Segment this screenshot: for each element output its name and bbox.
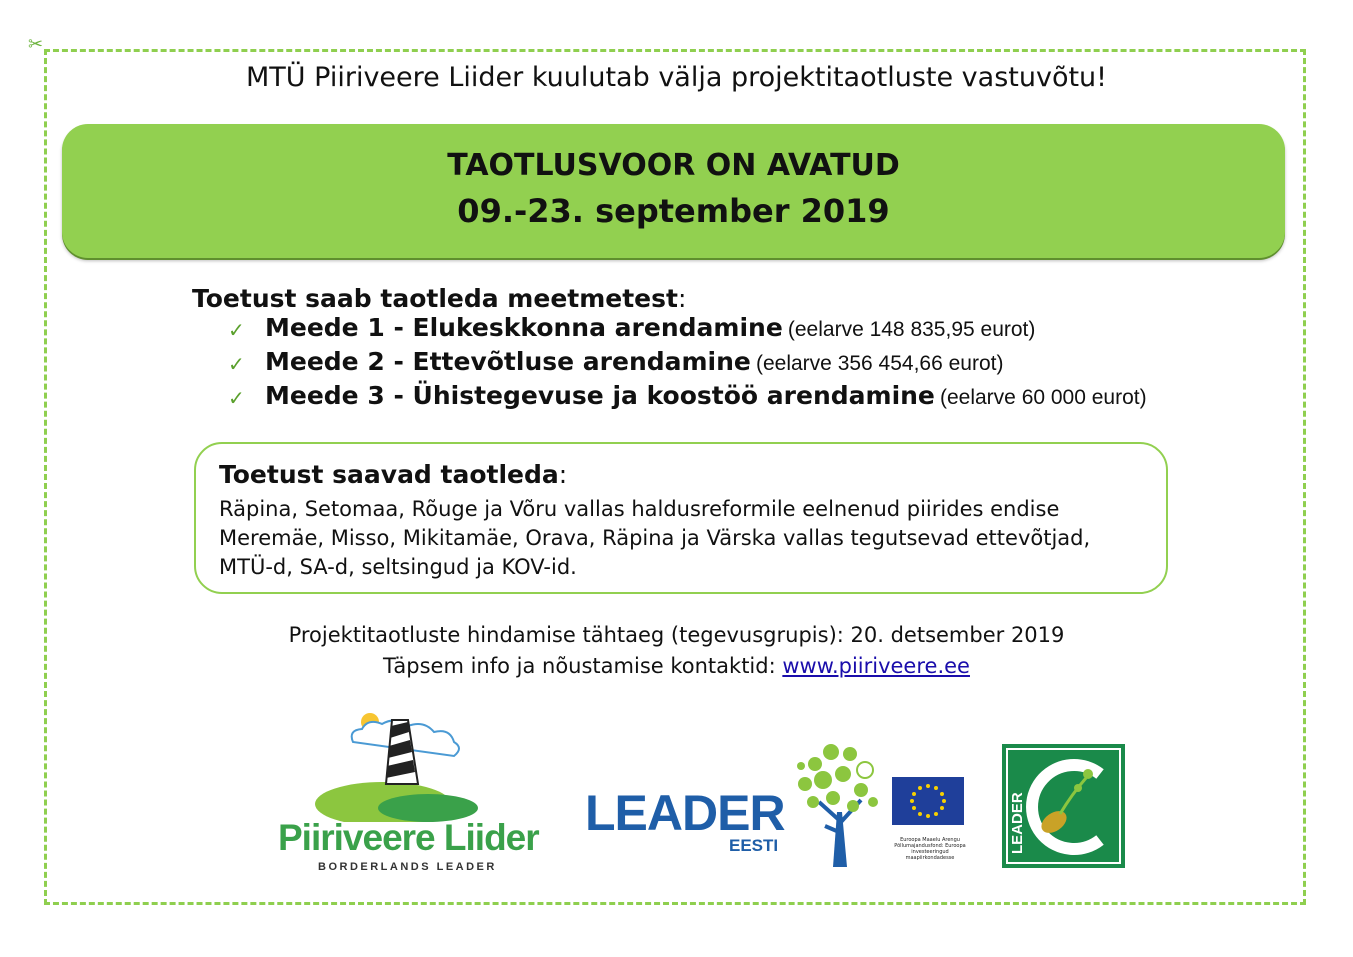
eligibility-box — [194, 442, 1168, 594]
eu-flag-icon — [892, 777, 964, 825]
leader-badge-logo — [1002, 744, 1125, 868]
piiriveere-liider-logo — [278, 712, 539, 877]
check-icon: ✓ — [228, 318, 245, 342]
contact-line — [0, 651, 1353, 682]
measure-budget: (eelarve 148 835,95 eurot) — [787, 318, 1036, 341]
eu-fund-caption: Euroopa Maaelu Arengu Põllumajandusfond: Euroopa investeeringud maapiirkondadesse — [894, 837, 966, 861]
leader-eesti-logo — [585, 742, 975, 877]
measure-name: Meede 2 - Ettevõtluse arendamine — [265, 347, 751, 376]
measure-item — [228, 313, 1192, 347]
measure-budget: (eelarve 356 454,66 eurot) — [755, 352, 1004, 375]
piiriveere-landmark-icon — [278, 712, 524, 822]
evaluation-deadline: Projektitaotluste hindamise tähtaeg (tegevusgrupis): 20. detsember 2019 — [288, 623, 1065, 647]
contact-label: Täpsem info ja nõustamise kontaktid: — [383, 654, 783, 678]
measure-item — [228, 347, 1192, 381]
measures-section — [192, 284, 1192, 415]
measure-budget: (eelarve 60 000 eurot) — [939, 386, 1147, 409]
tree-icon — [795, 742, 880, 867]
piiriveere-logo-name: Piiriveere Liider — [278, 817, 539, 858]
measures-title: Toetust saab taotleda meetmetest: — [192, 284, 687, 313]
measure-item — [228, 381, 1192, 415]
leader-badge-text: LEADER — [1009, 792, 1026, 854]
measure-name: Meede 3 - Ühistegevuse ja koostöö arendamine — [265, 381, 935, 410]
check-icon: ✓ — [228, 352, 245, 376]
check-icon: ✓ — [228, 386, 245, 410]
piiriveere-logo-tagline: BORDERLANDS LEADER — [318, 861, 497, 873]
leader-eesti-subtitle: EESTI — [729, 836, 779, 855]
eligibility-text: Räpina, Setomaa, Rõuge ja Võru vallas haldusreformile eelnenud piirides endise Meremäe, Misso, Mikitamäe, Orava, Räpina ja Värska vallas tegutsevad ettevõtjad, MTÜ-d, SA-d, seltsingud ja KOV-id. — [219, 497, 1091, 579]
leader-badge-icon — [1002, 744, 1125, 868]
scissors-icon: ✂ — [28, 34, 44, 55]
website-link[interactable]: www.piiriveere.ee — [782, 654, 970, 678]
banner-title: TAOTLUSVOOR ON AVATUD — [447, 148, 900, 183]
leader-eesti-wordmark: LEADER — [585, 785, 785, 841]
info-section — [0, 620, 1353, 682]
measure-name: Meede 1 - Elukeskkonna arendamine — [265, 313, 783, 342]
eligibility-title: Toetust saavad taotleda: — [219, 460, 568, 489]
open-call-banner — [62, 124, 1285, 258]
banner-dates: 09.-23. september 2019 — [457, 192, 890, 230]
page-headline: MTÜ Piiriveere Liider kuulutab välja projektitaotluste vastuvõtu! — [246, 62, 1107, 93]
